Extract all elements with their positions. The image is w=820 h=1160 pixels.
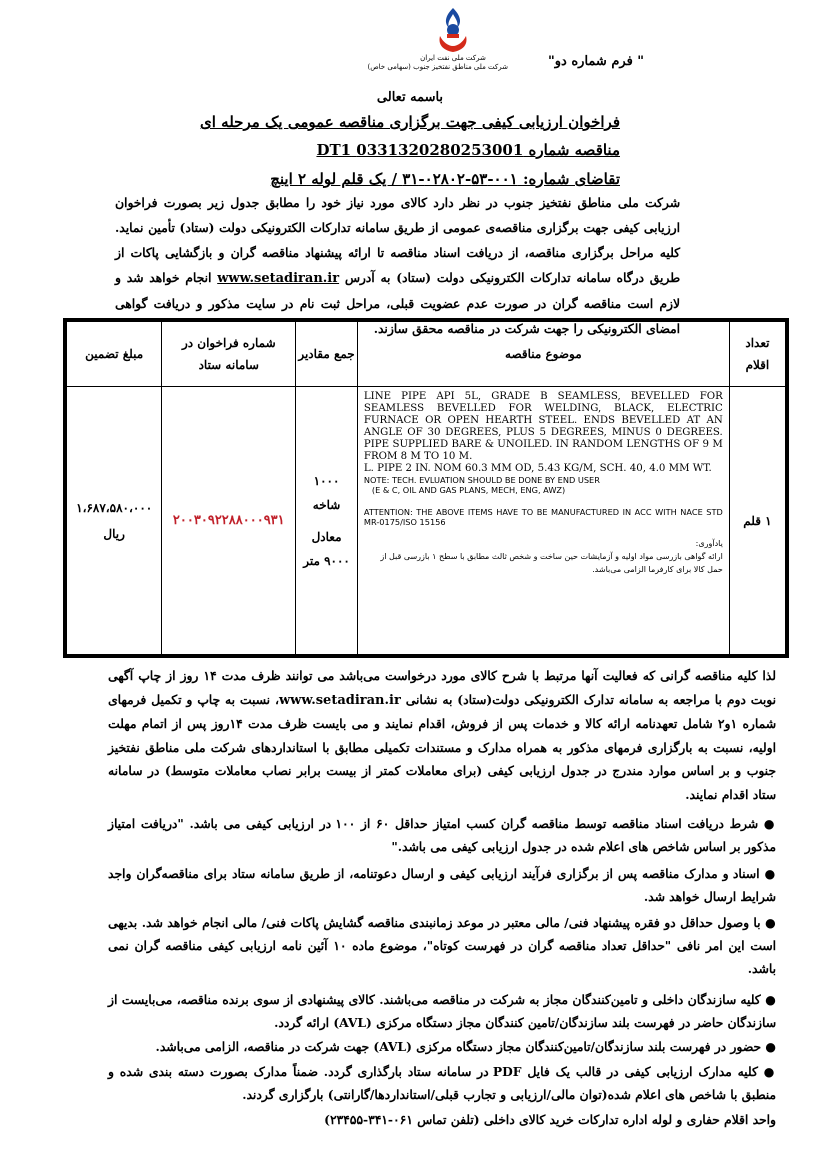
bullet-item-2: ● اسناد و مدارک مناقصه پس از برگزاری فرآیند ارزیابی کیفی و ارسال دعوتنامه، از طریق سامانه ستاد برای مناقصه‌گران واجد شرایط ارسال خواهد شد.	[108, 866, 776, 904]
page-title: فراخوان ارزیابی کیفی جهت برگزاری مناقصه عمومی یک مرحله ای	[200, 113, 620, 131]
subject-attention: ATTENTION: THE ABOVE ITEMS HAVE TO BE MANUFACTURED IN ACC WITH NACE STD MR-0175/ISO 15156	[363, 507, 723, 527]
header-guarantee: مبلغ تضمین	[65, 320, 162, 387]
setadiran-link[interactable]: www.setadiran.ir	[217, 271, 340, 286]
header-subject: موضوع مناقصه	[357, 320, 729, 387]
qty-unit: شاخه	[312, 497, 341, 512]
main-text-part2: ، نسبت به چاپ و تکمیل فرمهای شماره ۱و۲ شامل تعهدنامه ارائه کالا و خدمات پس از فروش، اقدام نمایند و می بایست ظرف مدت ۱۴روز پس از اتمام مهلت اولیه، نسبت به بارگزاری فرمهای مذکور به همراه مدارک و مستندات تکمیلی مطابق با استانداردهای شرکت ملی مناطق نفتخیز جنوب و بر اساس موارد مندرج در جدول ارزیابی کیفی (برای معاملات کمتر از بیست برابر نصاب معاملات متوسط) در سامانه ستاد اقدام نمایند.	[108, 691, 776, 802]
cell-subject	[357, 387, 729, 657]
main-text-part1: لذا کلیه مناقصه گرانی که فعالیت آنها مرتبط با شرح کالای مورد درخواست می‌باشد می توانند ظرف مدت ۱۴ روز از چاپ آگهی نوبت دوم با مراجعه به سامانه تدارک الکترونیکی دولت(ستاد) به نشانی	[108, 668, 777, 707]
company-name-line2: شرکت ملی مناطق نفتخیز جنوب (سهامی خاص)	[367, 63, 508, 71]
table-header-row	[65, 320, 787, 387]
qty-meters: ۹۰۰۰ متر	[303, 553, 350, 568]
bullet-item-4: ● کلیه سازندگان داخلی و تامین‌کنندگان مجاز به شرکت در مناقصه می‌باشند. کالای پیشنهادی از سوی برنده مناقصه، می‌بایست از سازندگان حاضر در فهرست بلند سازندگان/تامین کنندگان مجاز دستگاه مرکزی (AVL) ارائه گردد.	[108, 992, 776, 1030]
main-paragraph	[108, 664, 776, 806]
subject-note2: (E & C, OIL AND GAS PLANS, MECH, ENG, AWZ)	[371, 485, 566, 495]
nioc-flame-logo-icon	[430, 6, 476, 54]
guarantee-amount: ۱،۶۸۷،۵۸۰،۰۰۰	[76, 500, 153, 515]
cell-call-number: ۲۰۰۳۰۹۲۲۸۸۰۰۰۹۳۱	[162, 387, 296, 657]
footer-contact: واحد اقلام حفاری و لوله اداره تدارکات خرید کالای داخلی (تلفن تماس ۰۶۱-۳۴۱-۲۳۴۵۵)	[324, 1112, 776, 1127]
subject-size: L. PIPE 2 IN. NOM 60.3 MM OD, 5.43 KG/M, SCH. 40, 4.0 MM WT.	[363, 463, 712, 474]
header-items-count: تعداد اقلام	[729, 320, 787, 387]
reminder-title: یادآوری:	[695, 539, 723, 548]
bullet-text: کلیه مدارک ارزیابی کیفی در قالب یک فایل PDF در سامانه ستاد بارگذاری گردد. ضمناً مدارک بصورت دسته بندی شده و منطبق با شاخص های اعلام شده(توان مالی/ارزیابی و تجارب قبلی/استانداردها/گارانتی) بارگزاری گردند.	[108, 1064, 776, 1102]
subject-reminder	[364, 537, 723, 576]
bullet-item-1: ● شرط دریافت اسناد مناقصه توسط مناقصه گران کسب امتیاز حداقل ۶۰ از ۱۰۰ در ارزیابی کیفی می باشد. "دریافت امتیاز مذکور بر اساس شاخص های اعلام شده در جدول ارزیابی کیفی می باشد."	[108, 816, 776, 854]
cell-items-count: ۱ قلم	[729, 387, 787, 657]
basmala-heading: باسمه تعالی	[376, 90, 444, 105]
bullet-text: با وصول حداقل دو فقره پیشنهاد فنی/ مالی معتبر در موعد زمانبندی مناقصه گشایش پاکات فنی/ مالی انجام خواهد شد. بدیهی است این امر نافی "حداقل تعداد مناقصه گران در فهرست کوتاه"، موضوع ماده ۱۰ آئین نامه ارزیابی کیفی مناقصه گران نمی باشد.	[108, 915, 776, 976]
cell-total-qty	[296, 387, 358, 657]
subject-spec: LINE PIPE API 5L, GRADE B SEAMLESS, BEVELLED FOR SEAMLESS BEVELLED FOR WELDING, BLACK, ELECTRIC FURNACE OR OPEN HEARTH STEEL. ENDS BEVELLED AT AN ANGLE OF 30 DEGREES, PLUS 5 DEGREES, MINUS 0 DEGREES. PIPE SUPPLIED BARE & UNOILED. IN RANDOM LENGTHS OF 9 M FROM 8 M TO 10 M.	[363, 391, 723, 462]
tender-number: مناقصه شماره 0331320280253001 DT1	[316, 141, 620, 159]
request-number: تقاضای شماره: ۰۰۱-۵۳-۰۲۸۰۲-۳۱ / یک قلم لوله ۲ اینچ	[270, 170, 620, 188]
intro-text-after: انجام خواهد شد و لازم است مناقصه گران در صورت عدم عضویت قبلی، مراحل ثبت نام در سایت مذکور و دریافت گواهی امضای الکترونیکی را جهت شرکت در مناقصه محقق سازند.	[115, 270, 680, 336]
bullet-item-5: ● حضور در فهرست بلند سازندگان/تامین‌کنندگان مجاز دستگاه مرکزی (AVL) جهت شرکت در مناقصه، الزامی می‌باشد.	[155, 1039, 776, 1054]
bullet-text: شرط دریافت اسناد مناقصه توسط مناقصه گران کسب امتیاز حداقل ۶۰ از ۱۰۰ در ارزیابی کیفی می باشد. "دریافت امتیاز مذکور بر اساس شاخص های اعلام شده در جدول ارزیابی کیفی می باشد."	[108, 816, 776, 854]
cell-guarantee	[65, 387, 162, 657]
bullet-text: کلیه سازندگان داخلی و تامین‌کنندگان مجاز به شرکت در مناقصه می‌باشند. کالای پیشنهادی از سوی برنده مناقصه، می‌بایست از سازندگان حاضر در فهرست بلند سازندگان/تامین کنندگان مجاز دستگاه مرکزی (AVL) ارائه گردد.	[108, 992, 776, 1030]
company-name-line1: شرکت ملی نفت ایران	[420, 54, 486, 62]
main-setadiran-link[interactable]: www.setadiran.ir	[278, 692, 401, 708]
bullet-text: اسناد و مدارک مناقصه پس از برگزاری فرآیند ارزیابی کیفی و ارسال دعوتنامه، از طریق سامانه ستاد برای مناقصه‌گران واجد شرایط ارسال خواهد شد.	[108, 866, 776, 904]
subject-note: NOTE: TECH. EVLUATION SHOULD BE DONE BY END USER	[363, 475, 600, 485]
table-row	[65, 387, 787, 657]
header-call-number: شماره فراخوان در سامانه ستاد	[162, 320, 296, 387]
intro-text: شرکت ملی مناطق نفتخیز جنوب در نظر دارد کالای مورد نیاز خود را مطابق جدول زیر بصورت فراخوان ارزیابی کیفی جهت برگزاری مناقصه‌ی عمومی از طریق سامانه تدارکات الکترونیکی دولت (ستاد) تأمین نماید. کلیه مراحل برگزاری مناقصه، از دریافت اسناد مناقصه تا ارائه پیشنهاد مناقصه گران و بازگشایی پاکات از طریق درگاه سامانه تدارکات الکترونیکی دولت (ستاد) به آدرس	[115, 195, 680, 285]
qty-number: ۱۰۰۰	[313, 473, 340, 488]
form-number-label: " فرم شماره دو"	[548, 54, 645, 69]
reminder-text: ارائه گواهی بازرسی مواد اولیه و آزمایشات حین ساخت و شخص ثالث مطابق با سطح ۱ بازرسی قبل از حمل کالا برای کارفرما الزامی می‌باشد.	[380, 552, 723, 574]
bullet-item-6: ● کلیه مدارک ارزیابی کیفی در قالب یک فایل PDF در سامانه ستاد بارگذاری گردد. ضمناً مدارک بصورت دسته بندی شده و منطبق با شاخص های اعلام شده(توان مالی/ارزیابی و تجارب قبلی/استانداردها/گارانتی) بارگزاری گردند.	[108, 1064, 776, 1102]
header-total-qty: جمع مقادیر	[296, 320, 358, 387]
company-logo	[367, 6, 508, 72]
bullet-item-3: ● با وصول حداقل دو فقره پیشنهاد فنی/ مالی معتبر در موعد زمانبندی مناقصه گشایش پاکات فنی/ مالی انجام خواهد شد. بدیهی است این امر نافی "حداقل تعداد مناقصه گران در فهرست کوتاه"، موضوع ماده ۱۰ آئین نامه ارزیابی کیفی مناقصه گران نمی باشد.	[108, 915, 776, 976]
qty-equiv: معادل	[311, 529, 342, 544]
guarantee-unit: ریال	[103, 526, 125, 541]
tender-table	[63, 318, 789, 658]
bullet-text: حضور در فهرست بلند سازندگان/تامین‌کنندگان مجاز دستگاه مرکزی (AVL) جهت شرکت در مناقصه، الزامی می‌باشد.	[155, 1039, 761, 1054]
